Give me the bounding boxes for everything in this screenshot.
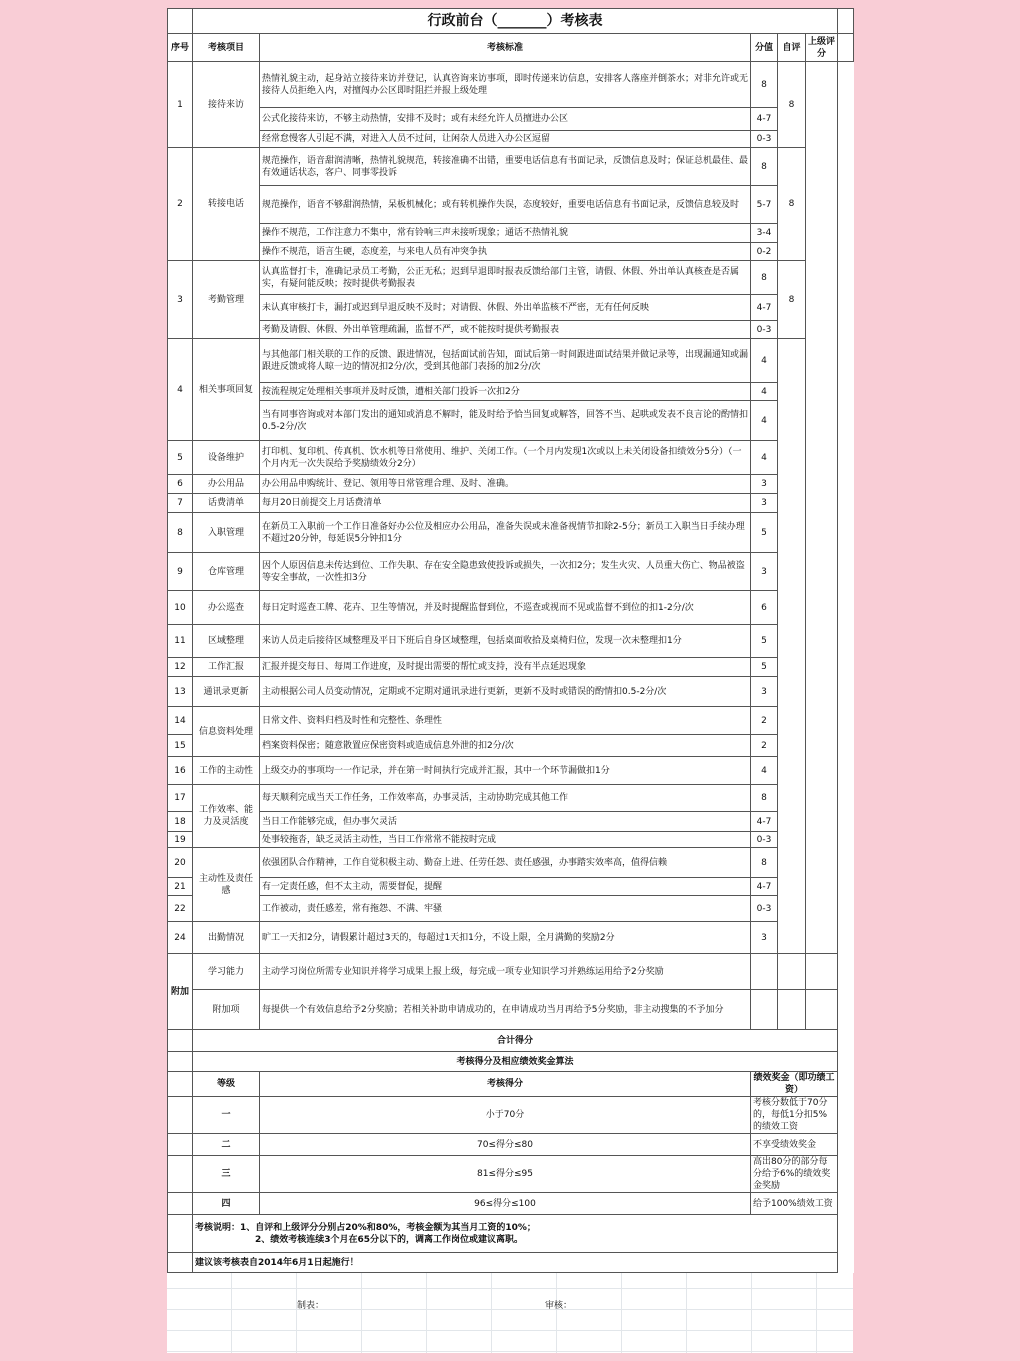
row-gutter: [168, 1193, 193, 1215]
self-score-cell[interactable]: [778, 339, 806, 954]
assessment-standard: 日常文件、资料归档及时性和完整性、条理性: [260, 707, 751, 735]
table-row: [168, 591, 854, 625]
extra-self-cell[interactable]: [778, 954, 806, 990]
table-row: [168, 707, 854, 735]
spreadsheet: [167, 8, 853, 1353]
assessment-item: 入职管理: [193, 513, 260, 553]
assessment-standard: 经常怠慢客人引起不满，对进入人员不过问，让闲杂人员进入办公区逗留: [260, 131, 751, 148]
form-title: 行政前台（_______）考核表: [193, 9, 838, 34]
gutter: [838, 1193, 854, 1215]
extra-row: [168, 954, 854, 990]
assessment-item: 考勤管理: [193, 261, 260, 339]
reviewer-label: 审核：: [545, 1301, 573, 1311]
score-value: 4-7: [751, 812, 778, 832]
row-number: 1: [168, 62, 193, 148]
table-row: [168, 224, 854, 243]
assessment-standard: 旷工一天扣2分，请假累计超过3天的，每超过1天扣1分，不设上限，全月满勤的奖励2分: [260, 922, 751, 954]
table-row: [168, 735, 854, 757]
assessment-standard: 当日工作能够完成，但办事欠灵活: [260, 812, 751, 832]
row-number: 22: [168, 896, 193, 922]
score-value: 3: [751, 677, 778, 707]
score-value: 5-7: [751, 186, 778, 224]
row-number: 20: [168, 848, 193, 878]
assessment-standard: 当有同事咨询或对本部门发出的通知或消息不解时，能及时给予恰当回复或解答，回答不当、起哄或发表不良言论的酌情扣0.5-2分/次: [260, 401, 751, 441]
assessment-standard: 工作被动，责任感差，常有拖怨、不满、牢骚: [260, 896, 751, 922]
table-row: [168, 383, 854, 401]
header-score: 分值: [751, 34, 778, 62]
assessment-standard: 与其他部门相关联的工作的反馈、跟进情况，包括面试前告知，面试后第一时间跟进面试结果并做记录等，出现漏通知或漏跟进反馈或将人晾一边的情况扣2分/次，受到其他部门表扬的加2分/次: [260, 339, 751, 383]
gutter: [838, 1134, 854, 1156]
score-value: 4-7: [751, 295, 778, 321]
self-score-cell[interactable]: 8: [778, 261, 806, 339]
row-number: 2: [168, 148, 193, 261]
assessment-standard: 来访人员走后接待区域整理及平日下班后自身区域整理，包括桌面收拾及桌椅归位，发现一次未整理扣1分: [260, 625, 751, 658]
assessment-item: 话费清单: [193, 494, 260, 513]
extra-standard: 每提供一个有效信息给予2分奖励；若相关补助申请成功的，在申请成功当月再给予5分奖励，非主动搜集的不予加分: [260, 990, 751, 1030]
header-item: 考核项目: [193, 34, 260, 62]
row-number: 13: [168, 677, 193, 707]
table-row: [168, 295, 854, 321]
table-row: [168, 321, 854, 339]
row-number: 5: [168, 441, 193, 475]
total-label: 合计得分: [193, 1030, 838, 1052]
bonus-header-grade: 等级: [193, 1072, 260, 1097]
bonus-score-range: 81≤得分≤95: [260, 1156, 751, 1193]
bonus-amount: 考核分数低于70分的，每低1分扣5%的绩效工资: [751, 1097, 838, 1134]
assessment-standard: 公式化接待来访，不够主动热情，安排不及时；或有未经允许人员擅进办公区: [260, 108, 751, 131]
header-superior: 上级评分: [806, 34, 838, 62]
assessment-standard: 考勤及请假、休假、外出单管理疏漏，监督不严，或不能按时提供考勤报表: [260, 321, 751, 339]
assessment-standard: 在新员工入职前一个工作日准备好办公位及相应办公用品，准备失误或未准备视情节扣除2-5分；新员工入职当日手续办理不超过20分钟，每延误5分钟扣1分: [260, 513, 751, 553]
score-value: 3: [751, 475, 778, 494]
assessment-item: 接待来访: [193, 62, 260, 148]
table-row: [168, 441, 854, 475]
row-gutter: [168, 1052, 193, 1072]
score-value: 0-3: [751, 321, 778, 339]
score-value: 6: [751, 591, 778, 625]
assessment-standard: 办公用品申购统计、登记、领用等日常管理合理、及时、准确。: [260, 475, 751, 494]
table-row: [168, 832, 854, 848]
extra-score-cell[interactable]: [751, 990, 778, 1030]
row-number: 21: [168, 878, 193, 896]
assessment-standard: 认真监督打卡，准确记录员工考勤，公正无私；迟到早退即时报表反馈给部门主管，请假、休假、外出单认真核查是否属实，有疑问能反映；按时提供考勤报表: [260, 261, 751, 295]
score-value: 4: [751, 401, 778, 441]
assessment-item: 工作的主动性: [193, 757, 260, 785]
maker-label: 制表：: [297, 1301, 325, 1311]
bonus-row: [168, 1156, 854, 1193]
header-no: 序号: [168, 34, 193, 62]
row-number: 11: [168, 625, 193, 658]
score-value: 8: [751, 148, 778, 186]
table-row: [168, 475, 854, 494]
table-row: [168, 243, 854, 261]
bonus-amount: 高出80分的部分每分给予6%的绩效奖金奖励: [751, 1156, 838, 1193]
score-value: 0-3: [751, 131, 778, 148]
extra-section-label: 附加: [168, 954, 193, 1030]
assessment-standard: 汇报并提交每日、每周工作进度，及时提出需要的帮忙或支持，没有半点延迟现象: [260, 658, 751, 677]
row-gutter: [168, 1097, 193, 1134]
self-score-cell[interactable]: 8: [778, 62, 806, 148]
effective-date-note: 建议该考核表自2014年6月1日起施行！: [193, 1253, 838, 1273]
assessment-standard: 主动根据公司人员变动情况，定期或不定期对通讯录进行更新，更新不及时或错误的酌情扣0.5-2分/次: [260, 677, 751, 707]
row-gutter: [168, 1134, 193, 1156]
row-number: 8: [168, 513, 193, 553]
score-value: 8: [751, 62, 778, 108]
assessment-standard: 上级交办的事项均一一作记录，并在第一时间执行完成并汇报，其中一个环节漏做扣1分: [260, 757, 751, 785]
table-row: [168, 62, 854, 108]
assessment-standard: 热情礼貌主动，起身站立接待来访并登记，认真咨询来访事项，即时传递来访信息，安排客人落座并倒茶水；对非允许或无接待人员拒绝入内，对擅闯办公区即时阻拦并报上级处理: [260, 62, 751, 108]
gutter-col: [838, 62, 854, 954]
assessment-standard: 每日定时巡查工牌、花卉、卫生等情况，并及时提醒监督到位，不巡查或视而不见或监督不到位的扣1-2分/次: [260, 591, 751, 625]
gutter: [838, 1253, 854, 1273]
score-value: 8: [751, 848, 778, 878]
table-row: [168, 625, 854, 658]
assessment-item: 工作效率、能力及灵活度: [193, 785, 260, 848]
row-number: 17: [168, 785, 193, 812]
assessment-item: 通讯录更新: [193, 677, 260, 707]
score-value: 4: [751, 441, 778, 475]
score-value: 4: [751, 339, 778, 383]
extra-self-cell[interactable]: [778, 990, 806, 1030]
gutter: [838, 990, 854, 1030]
score-value: 3-4: [751, 224, 778, 243]
row-number: 6: [168, 475, 193, 494]
score-value: 0-3: [751, 896, 778, 922]
table-row: [168, 878, 854, 896]
table-row: [168, 848, 854, 878]
score-value: 4-7: [751, 878, 778, 896]
table-row: [168, 131, 854, 148]
table-row: [168, 261, 854, 295]
row-number: 15: [168, 735, 193, 757]
table-row: [168, 785, 854, 812]
row-gutter: [168, 9, 193, 34]
bonus-title: 考核得分及相应绩效奖金算法: [193, 1052, 838, 1072]
assessment-item: 出勤情况: [193, 922, 260, 954]
bonus-header-score: 考核得分: [260, 1072, 751, 1097]
row-number: 18: [168, 812, 193, 832]
row-number: 7: [168, 494, 193, 513]
score-value: 5: [751, 625, 778, 658]
row-number: 4: [168, 339, 193, 441]
extra-item: 学习能力: [193, 954, 260, 990]
row-number: 9: [168, 553, 193, 591]
row-gutter: [168, 1030, 193, 1052]
bonus-grade: 四: [193, 1193, 260, 1215]
assessment-form-table: [167, 8, 854, 1273]
bonus-score-range: 70≤得分≤80: [260, 1134, 751, 1156]
row-number: 16: [168, 757, 193, 785]
table-row: [168, 148, 854, 186]
assessment-standard: 档案资料保密；随意散置应保密资料或造成信息外泄的扣2分/次: [260, 735, 751, 757]
table-row: [168, 658, 854, 677]
assessment-standard: 规范操作，语音甜润清晰，热情礼貌规范，转接准确不出错，重要电话信息有书面记录，反馈信息及时；保证总机最佳、最有效通话状态，客户、同事零投诉: [260, 148, 751, 186]
score-value: 4-7: [751, 108, 778, 131]
table-row: [168, 757, 854, 785]
assessment-standard: 操作不规范，工作注意力不集中，常有铃响三声未接听现象；通话不热情礼貌: [260, 224, 751, 243]
assessment-standard: 打印机、复印机、传真机、饮水机等日常使用、维护、关闭工作。（一个月内发现1次或以上未关闭设备扣绩效分5分）（一个月内无一次失误给予奖励绩效分2分）: [260, 441, 751, 475]
table-row: [168, 108, 854, 131]
row-number: 24: [168, 922, 193, 954]
score-value: 3: [751, 922, 778, 954]
bonus-row: [168, 1193, 854, 1215]
row-gutter: [168, 1156, 193, 1193]
bonus-amount: 给予100%绩效工资: [751, 1193, 838, 1215]
assessment-standard: 每月20日前提交上月话费清单: [260, 494, 751, 513]
bonus-row: [168, 1134, 854, 1156]
assessment-standard: 未认真审核打卡，漏打或迟到早退反映不及时；对请假、休假、外出单监核不严密，无有任何反映: [260, 295, 751, 321]
table-row: [168, 494, 854, 513]
assessment-item: 设备维护: [193, 441, 260, 475]
assessment-item: 信息资料处理: [193, 707, 260, 757]
table-row: [168, 339, 854, 383]
gutter: [838, 1156, 854, 1193]
assessment-standard: 规范操作，语音不够甜润热情，呆板机械化；或有转机操作失误，态度较好，重要电话信息有书面记录，反馈信息较及时: [260, 186, 751, 224]
assessment-item: 主动性及责任感: [193, 848, 260, 922]
assessment-standard: 处事较拖沓，缺乏灵活主动性，当日工作常常不能按时完成: [260, 832, 751, 848]
superior-score-cell[interactable]: [806, 62, 838, 954]
assessment-item: 相关事项回复: [193, 339, 260, 441]
extra-superior-cell[interactable]: [806, 954, 838, 990]
assessment-item: 工作汇报: [193, 658, 260, 677]
row-number: 12: [168, 658, 193, 677]
score-value: 3: [751, 553, 778, 591]
gutter: [838, 1097, 854, 1134]
extra-superior-cell[interactable]: [806, 990, 838, 1030]
assessment-item: 转接电话: [193, 148, 260, 261]
gutter: [838, 1215, 854, 1253]
table-row: [168, 922, 854, 954]
table-row: [168, 553, 854, 591]
score-value: 8: [751, 261, 778, 295]
bonus-amount: 不享受绩效奖金: [751, 1134, 838, 1156]
score-value: 0-3: [751, 832, 778, 848]
score-value: 4: [751, 757, 778, 785]
table-row: [168, 186, 854, 224]
score-value: 2: [751, 707, 778, 735]
score-value: 2: [751, 735, 778, 757]
table-row: [168, 401, 854, 441]
table-row: [168, 896, 854, 922]
row-gutter: [168, 1072, 193, 1097]
score-value: 0-2: [751, 243, 778, 261]
gutter: [838, 1072, 854, 1097]
row-number: 19: [168, 832, 193, 848]
row-gutter: [168, 1215, 193, 1253]
table-row: [168, 513, 854, 553]
gutter: [838, 1052, 854, 1072]
row-number: 3: [168, 261, 193, 339]
score-value: 8: [751, 785, 778, 812]
self-score-cell[interactable]: 8: [778, 148, 806, 261]
assessment-notes: [193, 1215, 838, 1253]
row-gutter: [168, 1253, 193, 1273]
assessment-standard: 按流程规定处理相关事项并及时反馈，遭相关部门投诉一次扣2分: [260, 383, 751, 401]
bonus-grade: 三: [193, 1156, 260, 1193]
row-number: 10: [168, 591, 193, 625]
assessment-standard: 因个人原因信息未传达到位、工作失职、存在安全隐患致使投诉或损失，一次扣2分；发生火灾、人员重大伤亡、物品被盗等安全事故，一次性扣3分: [260, 553, 751, 591]
header-standard: 考核标准: [260, 34, 751, 62]
extra-row: [168, 990, 854, 1030]
assessment-standard: 操作不规范，语言生硬，态度差，与来电人员有冲突争执: [260, 243, 751, 261]
assessment-item: 仓库管理: [193, 553, 260, 591]
extra-standard: 主动学习岗位所需专业知识并将学习成果上报上级，每完成一项专业知识学习并熟练运用给予2分奖励: [260, 954, 751, 990]
assessment-standard: 每天顺利完成当天工作任务，工作效率高，办事灵活，主动协助完成其他工作: [260, 785, 751, 812]
note-line-2: 2、绩效考核连续3个月在65分以下的，调离工作岗位或建议离职。: [255, 1234, 524, 1245]
table-row: [168, 812, 854, 832]
bonus-header-amount: 绩效奖金（即功绩工资）: [751, 1072, 838, 1097]
assessment-standard: 依强团队合作精神，工作自觉积极主动、勤奋上进、任劳任怨、责任感强，办事踏实效率高，值得信赖: [260, 848, 751, 878]
score-value: 3: [751, 494, 778, 513]
bonus-row: [168, 1097, 854, 1134]
table-row: [168, 677, 854, 707]
score-value: 5: [751, 658, 778, 677]
note-line-1: 考核说明：1、自评和上级评分分别占20%和80%，考核金额为其当月工资的10%；: [195, 1222, 536, 1233]
assessment-item: 办公用品: [193, 475, 260, 494]
assessment-item: 区域整理: [193, 625, 260, 658]
score-value: 4: [751, 383, 778, 401]
gutter: [838, 954, 854, 990]
header-self: 自评: [778, 34, 806, 62]
assessment-item: 办公巡查: [193, 591, 260, 625]
bonus-grade: 一: [193, 1097, 260, 1134]
bonus-score-range: 96≤得分≤100: [260, 1193, 751, 1215]
assessment-standard: 有一定责任感，但不太主动，需要督促，提醒: [260, 878, 751, 896]
bonus-score-range: 小于70分: [260, 1097, 751, 1134]
extra-item: 附加项: [193, 990, 260, 1030]
extra-score-cell[interactable]: [751, 954, 778, 990]
bonus-grade: 二: [193, 1134, 260, 1156]
gutter: [838, 1030, 854, 1052]
row-number: 14: [168, 707, 193, 735]
score-value: 5: [751, 513, 778, 553]
